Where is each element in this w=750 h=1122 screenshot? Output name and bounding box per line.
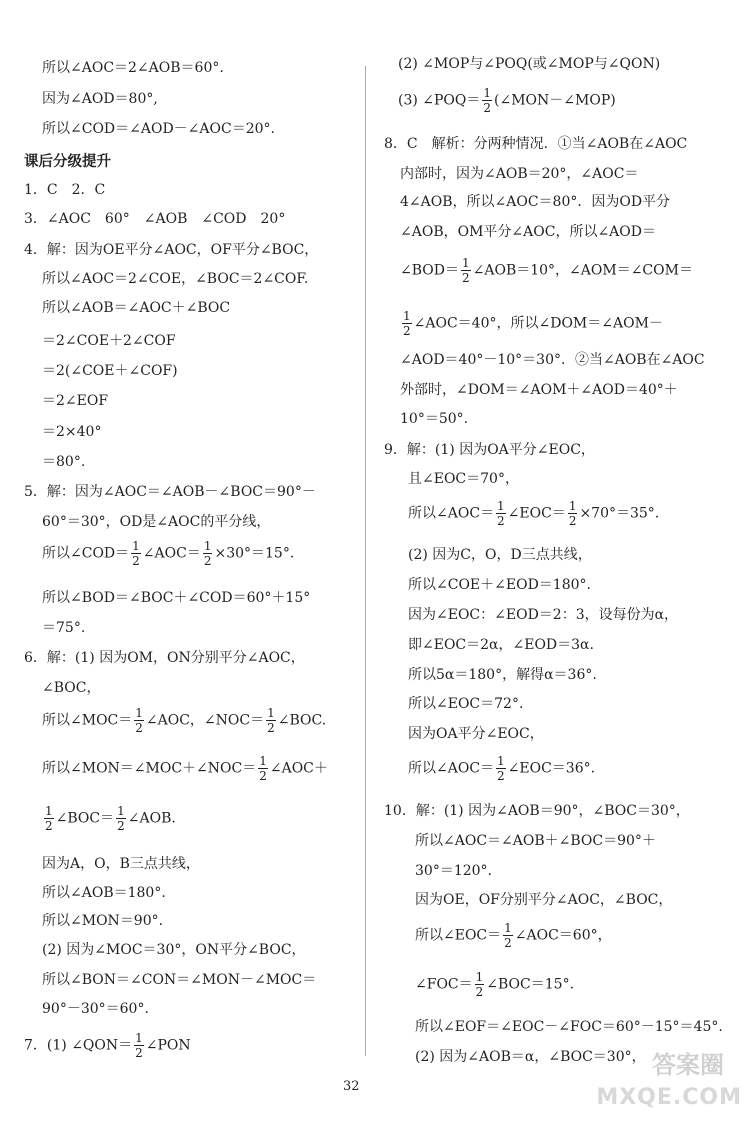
answer-7: 7．(1) ∠QON＝ $\frac{1}{2}$ ∠PON	[24, 1031, 191, 1060]
text-line: 因为A，O，B三点共线，	[42, 856, 200, 872]
text-line: ＝2∠COE＋2∠COF	[42, 333, 176, 349]
math-line: $\frac{1}{2}$ ∠BOC＝ $\frac{1}{2}$ ∠AOB.	[45, 804, 176, 833]
fraction-half: $\frac{1}{2}$	[259, 754, 267, 783]
fraction-half: $\frac{1}{2}$	[135, 706, 143, 735]
text-line: 即∠EOC＝2α，∠EOD＝3α.	[408, 637, 594, 653]
text-line: 所以∠AOB＝∠AOC＋∠BOC	[42, 300, 231, 316]
math-line: 所以∠AOC＝ $\frac{1}{2}$ ∠EOC＝36°.	[408, 754, 596, 783]
fraction-half: $\frac{1}{2}$	[483, 86, 492, 115]
answer-9: 9．解：(1) 因为OA平分∠EOC，	[384, 442, 595, 458]
answer-3: 3．∠AOC 60° ∠AOB ∠COD 20°	[24, 211, 286, 227]
text-line: 内部时，因为∠AOB＝20°，∠AOC＝	[400, 166, 639, 182]
text-line: 所以∠AOC＝2∠AOB＝60°.	[42, 60, 224, 76]
text-line: ∠AOB，OM平分∠AOC，所以∠AOD＝	[400, 224, 656, 240]
answer-4: 4．解：因为OE平分∠AOC，OF平分∠BOC，	[24, 242, 319, 258]
fraction-half: $\frac{1}{2}$	[45, 804, 53, 833]
math-line: 所以∠MON＝∠MOC＋∠NOC＝ $\frac{1}{2}$ ∠AOC＋	[42, 754, 328, 783]
text-line: 且∠EOC＝70°，	[408, 471, 519, 487]
math-line: 所以∠COD＝ $\frac{1}{2}$ ∠AOC＝ $\frac{1}{2}$ ×30°＝15°.	[42, 539, 295, 568]
text-line: 90°－30°＝60°.	[42, 1001, 149, 1017]
text-line: (2) 因为∠AOB＝α，∠BOC＝30°，	[415, 1049, 646, 1065]
answer-10: 10．解：(1) 因为∠AOB＝90°，∠BOC＝30°，	[384, 803, 690, 819]
text-line: 所以∠COD＝∠AOD－∠AOC＝20°.	[42, 121, 275, 137]
fraction-half: $\frac{1}{2}$	[497, 499, 505, 528]
answer-8: 8．C 解析：分两种情况．①当∠AOB在∠AOC	[384, 136, 688, 152]
text-line: 所以∠AOB＝180°.	[42, 885, 166, 901]
text-line: ＝80°.	[42, 454, 86, 470]
fraction-half: $\frac{1}{2}$	[117, 804, 125, 833]
math-line: ∠FOC＝ $\frac{1}{2}$ ∠BOC＝15°.	[415, 970, 575, 999]
text-line: ＝2∠EOF	[42, 393, 109, 409]
text-line: 所以5α＝180°，解得α＝36°.	[408, 667, 597, 683]
fraction-half: $\frac{1}{2}$	[267, 706, 275, 735]
text-line: 所以∠MON＝90°.	[42, 913, 164, 929]
watermark-url: MXQE.COM	[596, 1085, 742, 1110]
column-divider	[365, 66, 366, 1056]
text-line: 因为OA平分∠EOC，	[408, 726, 544, 742]
text-line: 所以∠BON＝∠CON＝∠MON－∠MOC＝	[42, 972, 317, 988]
text-line: ＝2×40°	[42, 424, 102, 440]
text-line: 所以∠AOC＝∠AOB＋∠BOC＝90°＋	[415, 833, 656, 849]
text-line: 所以∠COE＋∠EOD＝180°.	[408, 577, 591, 593]
fraction-half: $\frac{1}{2}$	[497, 754, 505, 783]
text-line: ＝2(∠COE＋∠COF)	[42, 363, 178, 379]
text-line: ＝75°.	[42, 620, 86, 636]
text-line: (2) 因为∠MOC＝30°，ON平分∠BOC，	[42, 942, 306, 958]
fraction-half: $\frac{1}{2}$	[475, 970, 484, 999]
fraction-half: $\frac{1}{2}$	[461, 256, 470, 285]
text-line: 所以∠AOC＝2∠COE，∠BOC＝2∠COF.	[42, 271, 309, 287]
text-line: 4∠AOB，所以∠AOC＝80°．因为OD平分	[400, 194, 671, 210]
text-line: 因为∠EOC：∠EOD＝2：3，设每份为α，	[408, 607, 679, 623]
answer-5: 5．解：因为∠AOC＝∠AOB－∠BOC＝90°－	[24, 484, 316, 500]
answer-6: 6．解：(1) 因为OM，ON分别平分∠AOC，	[24, 650, 305, 666]
math-line: (3) ∠POQ＝ $\frac{1}{2}$ (∠MON－∠MOP)	[398, 86, 616, 115]
text-line: 因为∠AOD＝80°,	[42, 91, 158, 107]
text-line: 所以∠EOF＝∠EOC－∠FOC＝60°－15°＝45°.	[415, 1019, 723, 1035]
text-line: 所以∠EOC＝72°.	[408, 696, 524, 712]
text-line: 30°＝120°.	[415, 863, 492, 879]
math-line: ∠BOD＝ $\frac{1}{2}$ ∠AOB＝10°，∠AOM＝∠COM＝	[400, 256, 693, 285]
text-line: (2) 因为C，O，D三点共线，	[408, 547, 592, 563]
answer-1-2: 1．C 2．C	[24, 182, 106, 198]
page-number: 32	[343, 1079, 360, 1094]
fraction-half: $\frac{1}{2}$	[203, 539, 212, 568]
text-line: 因为OE，OF分别平分∠AOC，∠BOC，	[415, 892, 673, 908]
text-line: (2) ∠MOP与∠POQ(或∠MOP与∠QON)	[398, 56, 661, 72]
watermark-logo: 答案圈	[652, 1051, 724, 1079]
text-line: 60°＝30°，OD是∠AOC的平分线，	[42, 514, 271, 530]
math-line: 所以∠EOC＝ $\frac{1}{2}$ ∠AOC＝60°，	[415, 921, 612, 950]
fraction-half: $\frac{1}{2}$	[132, 539, 140, 568]
text-line: 10°＝50°.	[400, 411, 469, 427]
fraction-half: $\frac{1}{2}$	[504, 921, 512, 950]
text-line: ∠AOD＝40°－10°＝30°．②当∠AOB在∠AOC	[400, 352, 705, 368]
section-heading: 课后分级提升	[24, 154, 111, 170]
math-line: 所以∠MOC＝ $\frac{1}{2}$ ∠AOC，∠NOC＝ $\frac{1}{2}$ ∠BOC.	[42, 706, 327, 735]
text-line: 所以∠BOD＝∠BOC＋∠COD＝60°＋15°	[42, 590, 311, 606]
text-line: ∠BOC，	[42, 680, 101, 696]
fraction-half: $\frac{1}{2}$	[135, 1031, 143, 1060]
fraction-half: $\frac{1}{2}$	[568, 499, 577, 528]
math-line: $\frac{1}{2}$ ∠AOC＝40°，所以∠DOM＝∠AOM－	[403, 309, 663, 338]
math-line: 所以∠AOC＝ $\frac{1}{2}$ ∠EOC＝ $\frac{1}{2}$ ×70°＝35°.	[408, 499, 660, 528]
text-line: 外部时，∠DOM＝∠AOM＋∠AOD＝40°＋	[400, 382, 678, 398]
fraction-half: $\frac{1}{2}$	[403, 309, 411, 338]
